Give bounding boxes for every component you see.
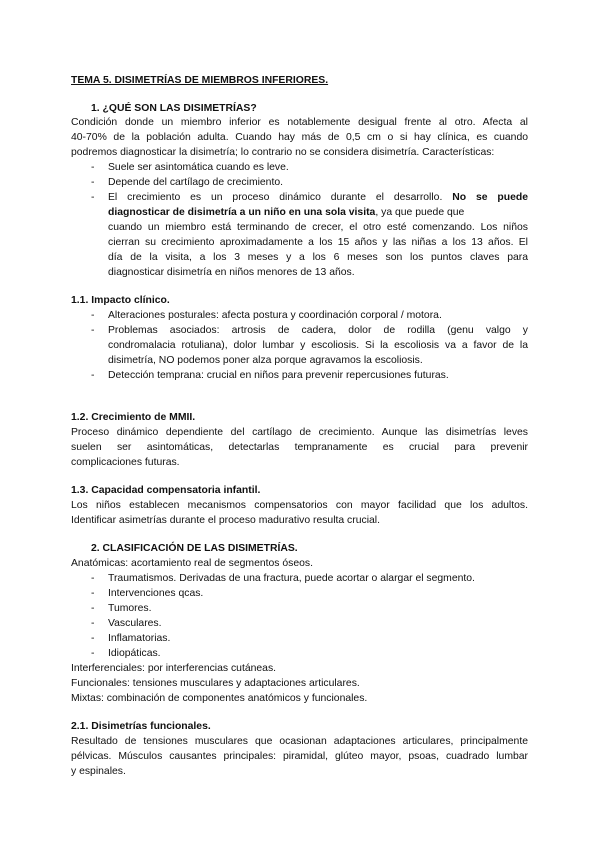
paragraph-line: 40-70% de la población adulta. Cuando hay más de 0,5 cm o si hay clínica, es cuando [71, 132, 528, 143]
paragraph-line: Los niños establecen mecanismos compensatorios con mayor facilidad que los adultos. [71, 500, 528, 511]
paragraph-line: Mixtas: combinación de componentes anatómicos y funcionales. [71, 693, 368, 704]
paragraph-line: Identificar asimetrías durante el proceso madurativo resulta crucial. [71, 515, 380, 526]
bullet-dash: - [91, 162, 95, 173]
list-item: Traumatismos. Derivadas de una fractura, puede acortar o alargar el segmento. [108, 573, 475, 584]
section-1-3-heading: 1.3. Capacidad compensatoria infantil. [71, 485, 261, 496]
bullet-dash: - [91, 603, 95, 614]
list-item-continuation: cuando un miembro está terminando de crecer, el otro esté comenzando. Los niños [108, 222, 528, 233]
section-2-1-heading: 2.1. Disimetrías funcionales. [71, 721, 211, 732]
bullet-dash: - [91, 573, 95, 584]
list-item: Tumores. [108, 603, 152, 614]
list-item-continuation: condromalacia rotuliana), dolor lumbar y escoliosis. Si la escoliosis va a favor de la [108, 340, 528, 351]
text-run: , ya que puede que [375, 207, 465, 218]
list-item: Suele ser asintomática cuando es leve. [108, 162, 289, 173]
section-1-1-heading: 1.1. Impacto clínico. [71, 295, 170, 306]
list-item [108, 190, 528, 205]
bold-run: No se puede [452, 192, 529, 203]
list-item: Intervenciones qcas. [108, 588, 204, 599]
bullet-dash: - [91, 633, 95, 644]
list-item: Vasculares. [108, 618, 162, 629]
bullet-dash: - [91, 588, 95, 599]
section-2-heading: 2. CLASIFICACIÓN DE LAS DISIMETRÍAS. [91, 543, 298, 554]
bullet-dash: - [91, 177, 95, 188]
list-item-continuation: diagnosticar disimetría en niños menores de 13 años. [108, 267, 355, 278]
bullet-dash: - [91, 370, 95, 381]
section-1-2-heading: 1.2. Crecimiento de MMII. [71, 412, 196, 423]
paragraph-line: Funcionales: tensiones musculares y adaptaciones articulares. [71, 678, 360, 689]
list-item: Alteraciones posturales: afecta postura y coordinación corporal / motora. [108, 310, 442, 321]
paragraph-line: pélvicas. Músculos causantes principales: piramidal, glúteo mayor, psoas, cuadrado lumbar [71, 751, 528, 762]
paragraph-line: Anatómicas: acortamiento real de segmentos óseos. [71, 558, 313, 569]
list-item: Idiopáticas. [108, 648, 161, 659]
list-item-continuation: cierran su crecimiento aproximadamente a los 15 años y las niñas a los 13 años. El [108, 237, 528, 248]
paragraph-line: Proceso dinámico dependiente del cartílago de crecimiento. Aunque las disimetrías leves [71, 427, 528, 438]
bullet-dash: - [91, 192, 95, 203]
list-item: Problemas asociados: artrosis de cadera, dolor de rodilla (genu valgo y [108, 325, 528, 336]
bullet-dash: - [91, 618, 95, 629]
bullet-dash: - [91, 310, 95, 321]
bullet-dash: - [91, 325, 95, 336]
paragraph-line: Condición donde un miembro inferior es notablemente desigual frente al otro. Afecta al [71, 117, 528, 128]
paragraph-line: suelen ser asintomáticas, detectarlas tempranamente es crucial para prevenir [71, 442, 528, 453]
bold-run: diagnosticar de disimetría a un niño en una sola visita [108, 207, 376, 218]
section-1-heading: 1. ¿QUÉ SON LAS DISIMETRÍAS? [91, 103, 257, 114]
paragraph-line: complicaciones futuras. [71, 457, 180, 468]
list-item-continuation: día de la visita, a los 3 meses y a los 6 meses son los puntos claves para [108, 252, 528, 263]
document-title: TEMA 5. DISIMETRÍAS DE MIEMBROS INFERIORES. [71, 75, 329, 86]
bullet-dash: - [91, 648, 95, 659]
list-item: Inflamatorias. [108, 633, 171, 644]
list-item: Depende del cartílago de crecimiento. [108, 177, 284, 188]
paragraph-line: Resultado de tensiones musculares que ocasionan adaptaciones articulares, principalmente [71, 736, 528, 747]
list-item: Detección temprana: crucial en niños para prevenir repercusiones futuras. [108, 370, 449, 381]
list-item-continuation: disimetría, NO podemos poner alza porque agravamos la escoliosis. [108, 355, 423, 366]
paragraph-line: y espinales. [71, 766, 126, 777]
list-item-continuation [108, 205, 528, 220]
paragraph-line: podremos diagnosticar la disimetría; lo contrario no se considera disimetría. Características: [71, 147, 495, 158]
paragraph-line: Interferenciales: por interferencias cutáneas. [71, 663, 277, 674]
text-run: El crecimiento es un proceso dinámico durante el desarrollo. [108, 192, 443, 203]
